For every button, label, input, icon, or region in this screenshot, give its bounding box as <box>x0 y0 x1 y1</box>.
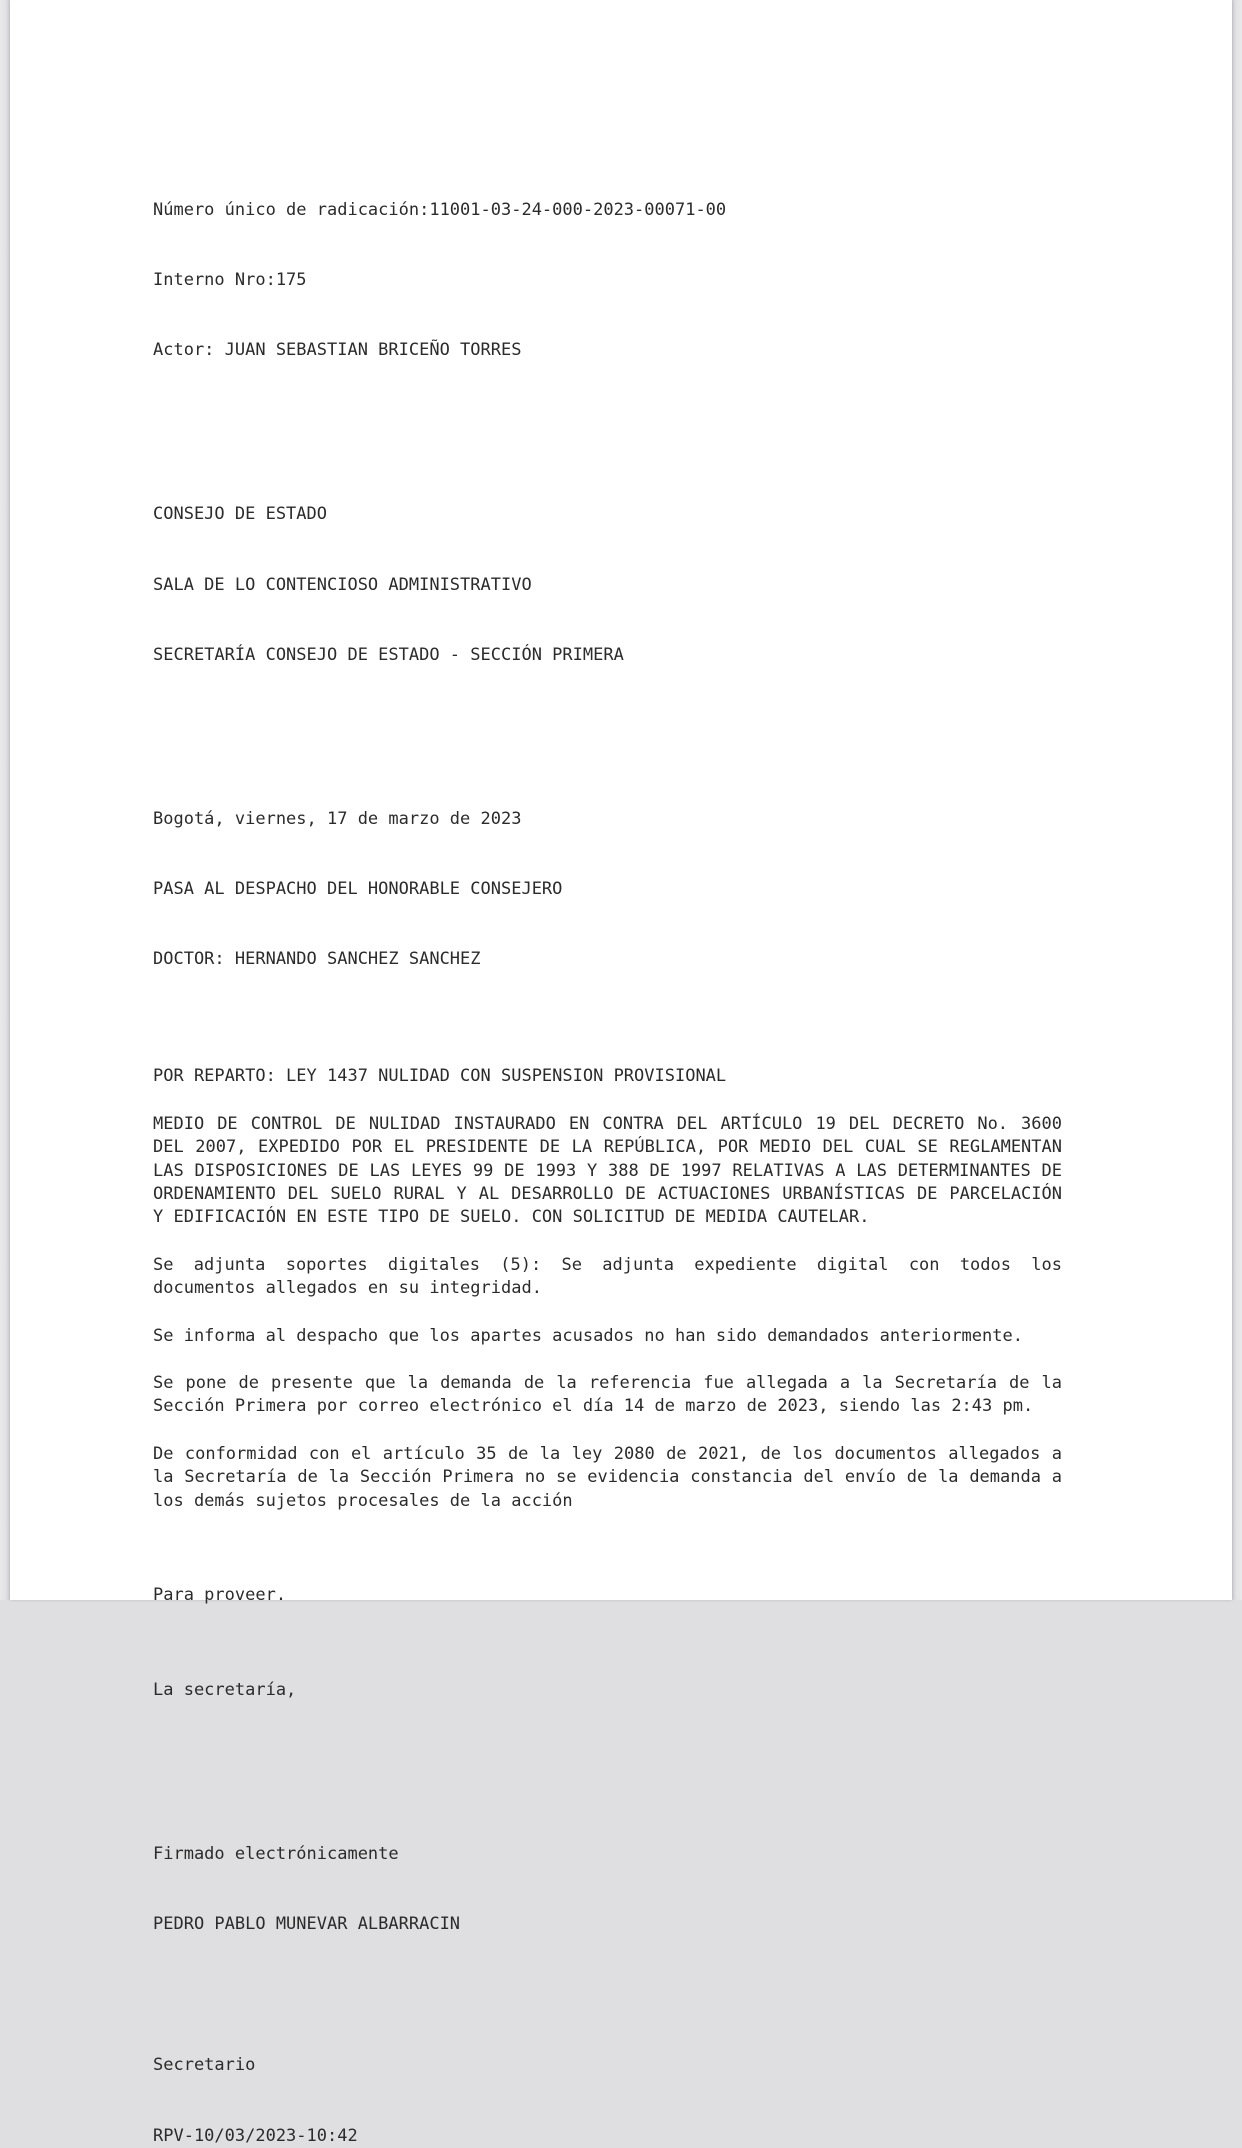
body-paragraph: Se adjunta soportes digitales (5): Se adjunta expediente digital con todos los documentos allegados en su integridad. <box>153 1254 1073 1299</box>
para-proveer-line: Para proveer. <box>153 1585 287 1606</box>
court-name-line: CONSEJO DE ESTADO <box>153 504 327 525</box>
court-chamber-line: SALA DE LO CONTENCIOSO ADMINISTRATIVO <box>153 574 532 595</box>
body-paragraph: Se pone de presente que la demanda de la referencia fue allegada a la Secretaría de la Sección Primera por correo electrónico el día 14 de marzo de 2023, siendo las 2:43 pm. <box>153 1373 1073 1417</box>
signature-electronic-line: Firmado electrónicamente <box>153 1843 399 1864</box>
signature-block <box>153 1796 1062 1983</box>
la-secretaria-line: La secretaría, <box>153 1679 297 1700</box>
page-gutter-right <box>1232 0 1242 1600</box>
body-paragraph: De conformidad con el artículo 35 de la ley 2080 de 2021, de los documentos allegados a la Secretaría de la Sección Primera no se evidencia constancia del envío de la demanda a los demás sujetos procesales de la acción <box>153 1443 1073 1511</box>
spacer <box>153 1089 1062 1113</box>
spacer <box>153 1301 1062 1325</box>
interno-number-line: Interno Nro:175 <box>153 270 307 291</box>
radicacion-header-block <box>153 152 1062 409</box>
spacer <box>153 1348 1062 1372</box>
spacer <box>153 1513 1062 1584</box>
footer-stamp-line: RPV-10/03/2023-10:42 <box>153 2125 358 2146</box>
dispatch-block <box>153 761 1062 1018</box>
spacer <box>153 1419 1062 1443</box>
body-paragraph: Se informa al despacho que los apartes acusados no han sido demandados anteriormente. <box>153 1325 1023 1346</box>
spacer <box>153 409 1062 456</box>
document-page <box>10 0 1232 2146</box>
spacer <box>153 1018 1062 1065</box>
court-header-block <box>153 456 1062 713</box>
signature-name-line: PEDRO PABLO MUNEVAR ALBARRACIN <box>153 1913 461 1934</box>
spacer <box>153 1983 1062 2054</box>
document-text-body <box>153 152 1073 2148</box>
body-paragraph: MEDIO DE CONTROL DE NULIDAD INSTAURADO EN CONTRA DEL ARTÍCULO 19 DEL DECRETO No. 3600 DEL 2007, EXPEDIDO POR EL PRESIDENTE DE LA REPÚBLICA, POR MEDIO DEL CUAL SE REGLAMENTAN LAS DISPOSICIONES DE LAS LEYES 99 DE 1993 Y 388 DE 1997 RELATIVAS A LAS DETERMINANTES DE ORDENAMIENTO DEL SUELO RURAL Y AL DESARROLLO DE ACTUACIONES URBANÍSTICAS DE PARCELACIÓN Y EDIFICACIÓN EN ESTE TIPO DE SUELO. CON SOLICITUD DE MEDIDA CAUTELAR. <box>153 1113 1073 1228</box>
spacer <box>153 2078 1062 2125</box>
spacer <box>153 1608 1062 1679</box>
role-title-line: Secretario <box>153 2055 256 2076</box>
spacer <box>153 1230 1062 1254</box>
dispatch-doctor-line: DOCTOR: HERNANDO SANCHEZ SANCHEZ <box>153 949 481 970</box>
page-gutter-left <box>0 0 10 1600</box>
dispatch-pasa-line: PASA AL DESPACHO DEL HONORABLE CONSEJERO <box>153 878 563 899</box>
spacer <box>153 714 1062 761</box>
court-section-line: SECRETARÍA CONSEJO DE ESTADO - SECCIÓN PRIMERA <box>153 644 624 665</box>
actor-line: Actor: JUAN SEBASTIAN BRICEÑO TORRES <box>153 340 522 361</box>
spacer <box>153 1702 1062 1796</box>
reparto-line: POR REPARTO: LEY 1437 NULIDAD CON SUSPENSION PROVISIONAL <box>153 1066 727 1087</box>
radicacion-number-line: Número único de radicación:11001-03-24-000-2023-00071-00 <box>153 199 727 220</box>
dispatch-date-line: Bogotá, viernes, 17 de marzo de 2023 <box>153 808 522 829</box>
